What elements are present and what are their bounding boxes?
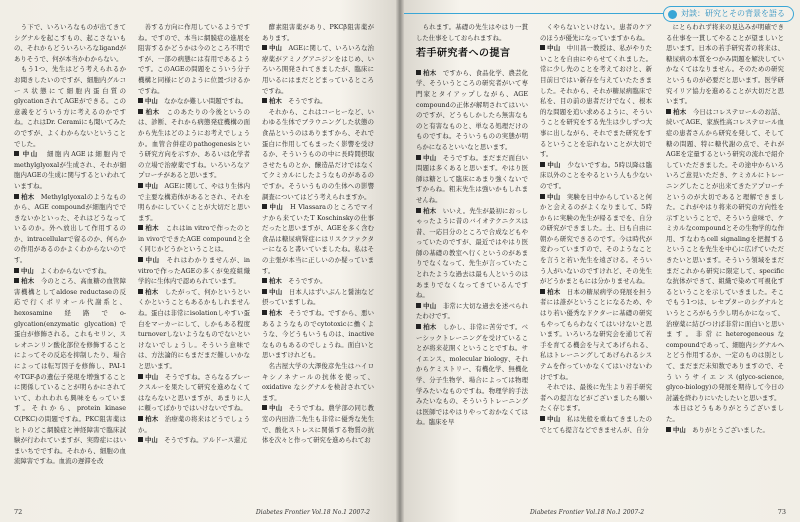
- speaker-square-icon: [262, 310, 267, 315]
- dialogue-text: なかなか難しい問題ですね。: [164, 97, 248, 106]
- speaker-square-icon: [138, 225, 143, 230]
- left-page-number: 72: [14, 508, 23, 516]
- dialogue-paragraph: [138, 414, 250, 435]
- speaker-name: 中山: [547, 160, 561, 169]
- dialogue-paragraph: [138, 22, 250, 96]
- right-page-column-2: [540, 22, 652, 492]
- speaker-square-icon: [416, 303, 421, 308]
- dialogue-text: 実験を日中からしていると何かと会えるのがよくなりまして、5時からに実験の先生が帰るまでを、自分の研究ができました。土、日も自由に朝から研究できるのです。今は時代が変わっていますので、そのようなことを言うと若い先生を遠ざける。そういう人がいないのですけれど、その先生がどうかまともには分かりませんね。: [540, 192, 652, 286]
- dialogue-paragraph: [138, 96, 250, 107]
- dialogue-text: それから、これはコーヒーなど、いわゆる生体でブラウニングした状態の食品というのはありますから、それで蛋白に作用してもまったく影響を受けるか、そういうものの中に長時間摂取させたものとか、醸造品だけではなくてクミカルにしたようなものがあるのですか。そういうものの生体への影響調査についてはどう考えられますか。: [262, 107, 374, 201]
- right-page-column-1: [416, 22, 528, 492]
- dialogue-paragraph: [262, 276, 374, 287]
- speaker-square-icon: [262, 278, 267, 283]
- speaker-square-icon: [262, 289, 267, 294]
- dialogue-paragraph: [14, 64, 126, 149]
- speaker-square-icon: [262, 98, 267, 103]
- dialogue-paragraph: [262, 43, 374, 96]
- speaker-name: 中山: [547, 44, 561, 53]
- speaker-name: 柏木: [269, 97, 282, 106]
- header-rule: [404, 13, 690, 14]
- dialogue-paragraph: [540, 43, 652, 160]
- dialogue-paragraph: [666, 107, 784, 404]
- speaker-name: 中山: [547, 192, 561, 201]
- speaker-square-icon: [14, 194, 19, 199]
- speaker-name: 中山: [21, 266, 34, 275]
- dialogue-text: そうですね。アルドース還元: [164, 436, 247, 445]
- right-page-footer: Diabetes Frontier Vol.18 No.1 2007-2: [530, 509, 645, 516]
- book-gutter: [396, 0, 404, 522]
- dialogue-paragraph: [138, 223, 250, 255]
- speaker-square-icon: [416, 208, 421, 213]
- speaker-square-icon: [138, 416, 143, 421]
- dialogue-text: このあたりの今後というのは、診断、それから病態発症機構の面から先生はどのようにお考えでしょうか。血管合併症のpathogenesisという研究方向を示すか、あるいは化学者の立場で治療薬ですね。いろいろなアプローチがあると思います。: [138, 107, 250, 180]
- speaker-name: 柏木: [269, 309, 283, 318]
- dialogue-text: H Vlassaraのところでマイナから来ていたT Koschinskyの仕事だったと思いますが、AGEを多く含む食品は糖尿病腎症にはリスクファクターになると書いていましたね。私はその主張が本当に正しいのか疑っています。: [262, 203, 374, 275]
- dialogue-text: したがって、何かというといくかということもあるかもしれませんね。蛋白は非常にisolationしやすい蛋白をマーカーにして、しかもある程度turnoverしないようなものでないといけないでしょうし。そういう意味では、方法論的にもまだまだ難しいかなと思います。: [138, 287, 250, 370]
- dialogue-paragraph: [14, 149, 126, 191]
- speaker-name: 中山: [673, 425, 686, 434]
- speaker-name: 柏木: [423, 323, 437, 332]
- dialogue-paragraph: [416, 22, 528, 43]
- speaker-square-icon: [540, 45, 545, 50]
- dialogue-text: 治療薬の将来はどうでしょうか。: [138, 414, 250, 434]
- dialogue-text: そうですね。さらなるブレークスルーを果たして研究を進めなくてはならないと思いますが、あまりに人に頼ってばかりではいけないですね。: [138, 372, 250, 413]
- dialogue-text: それはわかりませんが、in vitroで作ったAGEの多くが免疫組織学的に生体内で認められています。: [138, 256, 250, 286]
- dialogue-text: Methylglyoxalのようなものから、AGE compoundが細胞内でできないかといった、それはどうなっているのか。外へ放出して作用するのか、intracellularで留るのか、何らかの作用があるのかよくわからないのです。: [14, 192, 126, 265]
- speaker-square-icon: [138, 257, 143, 262]
- dialogue-paragraph: [540, 414, 652, 435]
- speaker-name: 柏木: [547, 287, 561, 296]
- dialogue-text: にとらわれず将来の見込みが明確できる仕事を一貫してやることが望ましいと思います。日本の若手研究者の将来は、糖尿病の本質をつかみ問題を解決していかなくてはなりません。そのための研究というものが必要だと思います。医学研究イリア協力を進めることが大切だと思います。: [666, 23, 784, 106]
- dialogue-paragraph: [262, 308, 374, 361]
- dialogue-text: これはin vitroで作ったのとin vivoでできたAGE compoundと全く同じかどうかということは。: [138, 224, 250, 254]
- left-page-column-2: [138, 22, 250, 492]
- speaker-name: 柏木: [21, 192, 35, 201]
- dialogue-text: そうですね。ですから、悪いあるようなものでcytotoxicに働くような、今どうもいうものは、inactiveなものもあるのでしょうね。面白いと思いますけれども。: [262, 309, 374, 360]
- speaker-square-icon: [262, 405, 267, 410]
- dialogue-text: ありがとうございました。: [692, 425, 769, 434]
- speaker-square-icon: [416, 324, 421, 329]
- left-page-column-3: [262, 22, 374, 492]
- speaker-square-icon: [540, 194, 545, 199]
- dialogue-text: 今のところ、高血糖の血管障害機構としてaldose reductaseの反応で行くポリオール代謝系と、hexosamine経路でo-glycation(enzymatic glycation)で蛋白が修飾される。これもセリン、スレオニンリン酸化部位を修飾することによってその反応を抑制したり、場合によっては転写因子を修飾し、PAI-1やTGF-βの遺伝子発現を増強することに関係していることが明らかにされていて、われわれも興味をもっています。それから、protein kinase C(PKC)の問題ですね。PKC阻害薬はヒトのどこ網膜症と神経障害で臨床試験が行われていますが、実際症にはいまいちでですね。それから、細胞の血流障害ですね。血流の遅滞を改: [14, 277, 126, 466]
- dialogue-text: う下で、いろいろなものが出てきてシグナルを起こすもの、起こさないもの、それからどういろいろなligandがありそうで、何が本当かわからない。: [14, 23, 126, 63]
- speaker-square-icon: [416, 155, 421, 160]
- left-page-footer: Diabetes Frontier Vol.18 No.1 2007-2: [255, 509, 370, 516]
- header-bar: [400, 4, 800, 22]
- dialogue-text: AGEに関して、やはり生体内で主要な構造体があるとされ、それを明らかにしていくことが大切だと思います。: [138, 181, 250, 222]
- dialogue-text: 日本人はずいぶんと醤油など摂っていますしね。: [262, 287, 374, 307]
- dialogue-paragraph: [262, 22, 374, 43]
- dialogue-paragraph: [262, 107, 374, 202]
- dialogue-paragraph: [14, 192, 126, 266]
- dialogue-paragraph: [262, 361, 374, 403]
- speaker-square-icon: [666, 427, 671, 432]
- dialogue-text: 本日はどうもありがとうございました。: [666, 404, 784, 423]
- right-page-column-3: [666, 22, 784, 492]
- speaker-name: 柏木: [423, 206, 437, 215]
- speaker-name: 中山: [145, 256, 160, 265]
- speaker-square-icon: [416, 70, 421, 75]
- dialogue-text: 日本の糖尿病学の発展を担う者には誰がということになるため、やはり若い優秀なドクターに基礎の研究もやってもらわなくてはいけないと思います。いろいろな研究会を通じて若手を育てる機会を与えてあげられる、私はトレーニングしてあげられるシステムを作っていかなくてはいけないわけですね。: [540, 287, 652, 381]
- dialogue-text: よくわからないですね。: [40, 266, 111, 275]
- dialogue-text: 私は先般を重ねてきましたのでとても提言などできませんが、自分: [540, 414, 652, 434]
- dialogue-paragraph: [14, 276, 126, 467]
- dialogue-paragraph: [540, 22, 652, 43]
- speaker-name: 中山: [269, 404, 283, 413]
- dialogue-paragraph: [666, 403, 784, 424]
- speaker-square-icon: [138, 374, 143, 379]
- speaker-square-icon: [14, 151, 19, 156]
- speaker-square-icon: [262, 45, 267, 50]
- dialogue-paragraph: [540, 287, 652, 382]
- dialogue-paragraph: [540, 160, 652, 192]
- speaker-name: 中山: [21, 150, 39, 159]
- dialogue-text: 今日はコレステロールのお話、続いてAGE、家族性高コレステロール血症の患者さんから研究を発して、そして糖の問題、特に糖代謝の点で、それがAGEを定量するという研究の流れで紹介していただきました。その途中からいろいろご意見いただき、ケミカルにトレーニングしたことが出来てきたアプローチというのが大切であると理解できました。これがやはり将来の研究の方向性を示すということで、そういう意味で、ケミカルなcompoundとその生物学的な作用、すなわちcell signalingを把握するということを先生を中心に広げていただきたいと思います。そういう領域をまだまだこれから研究に限定して、specific な抗体ができて、組織で染めて可視化するということを示していきました。そこでもう1つは、レセプターのシグナルというところがもう少し明らかになって、治療薬に結びつけば非常に面白いと思います。非常にheterogeneousなcompoundであって、細胞内シグナルへとどう作用するか、一定のものは別として、まだまだ未知数でありますので、そういうサイエンス(glyco-science, glyco-biology)の発展を期待して今日の討議を終わりにいたしたいと思います。: [666, 107, 784, 402]
- dialogue-paragraph: [138, 181, 250, 223]
- dialogue-text: そうですね。まだまだ面白い問題は多くあると思います。やはり医師は糖として臨床にあまり強くないですからね。粗末先生は強いかもしれませんね。: [416, 153, 528, 204]
- dialogue-text: 名古屋大学の大澤俊彦先生はハイロキシノネナールの抗体を使って、oxidative なシグナルを検討されています。: [262, 362, 374, 402]
- speaker-square-icon: [138, 437, 143, 442]
- dialogue-text: そうですね。農学部の同じ教室の内田浩二先生も非常に優秀な先生で、酸化ストレスに関係する物質の抗体を次々と作って研究を進められてお: [262, 404, 374, 445]
- speaker-name: 中山: [269, 44, 283, 53]
- speaker-square-icon: [138, 289, 143, 294]
- dialogue-paragraph: [262, 287, 374, 308]
- speaker-square-icon: [138, 98, 143, 103]
- dialogue-paragraph: [416, 301, 528, 322]
- speaker-name: 中山: [423, 153, 437, 162]
- dialogue-paragraph: [262, 96, 374, 107]
- speaker-square-icon: [540, 162, 545, 167]
- dialogue-paragraph: [416, 153, 528, 206]
- speaker-name: 中山: [269, 287, 283, 296]
- speaker-name: 柏木: [145, 287, 159, 296]
- dialogue-text: そうですか。: [288, 277, 327, 286]
- section-heading: 若手研究者への提言: [416, 48, 511, 60]
- speaker-name: 中山: [145, 372, 159, 381]
- speaker-square-icon: [138, 109, 143, 114]
- speaker-name: 柏木: [423, 68, 437, 77]
- dialogue-text: 非常に大切な過去を述べられたわけです。: [416, 301, 528, 321]
- dialogue-paragraph: [138, 372, 250, 414]
- header-title: 対談：研究とその背景を語る: [681, 9, 785, 18]
- speaker-square-icon: [14, 278, 19, 283]
- dialogue-text: られます。基礎の先生はやはり一貫した仕事をしておられますね。: [416, 23, 528, 42]
- dialogue-text: もう1つ、先生はどう考えられるかお聞きしたいのですが、細胞内グルコース状態にて細胞内蛋白質のglycationされてAGEができる。この意義をどういう方に考えるのかですね。これはDr. Ceramiにも聞いてみたのですが、よくわからないということでした。: [14, 65, 126, 148]
- speaker-square-icon: [262, 204, 267, 209]
- dialogue-paragraph: [138, 435, 250, 446]
- speaker-name: 中山: [423, 301, 437, 310]
- speaker-name: 中山: [269, 203, 284, 212]
- dialogue-text: 中川昌一教授は、私がやりたいことを自由にやらせてくれました。常に少し先のことを考えておけと、新目前日ではい新存を与えていたたきました。それから、それが糖尿病臨床で私を、目の前の患者だけでなく、根本的な問題を追い求めるように、そういうことを研究をする先生は少しずつ大事に出しながら、それでまた研究をするということを忘れないことが大切です。: [540, 44, 652, 159]
- dialogue-text: くやらないといけない。患者のケアのほうが優先になっていますからね。: [540, 23, 652, 42]
- speaker-name: 柏木: [145, 107, 160, 116]
- left-page-column-1: [14, 22, 126, 492]
- speaker-name: 中山: [145, 436, 158, 445]
- header-dot-icon: [668, 10, 677, 19]
- dialogue-paragraph: [416, 322, 528, 428]
- dialogue-paragraph: [14, 22, 126, 64]
- speaker-name: 柏木: [673, 107, 687, 116]
- dialogue-text: しかし、非常に苦労です。ベーシックトレーニングを受けていることが将来花開くということですね。サイエンス、molecular biology、それからケミストリー、有機化学、無機化学、分子生物学、場合によっては物理学みたいなものですね。物理学的手法みたいなもの、そういうトレーニングは医師ではやはりやっておかなくてはね。臨床を早: [416, 323, 528, 427]
- dialogue-paragraph: [540, 382, 652, 414]
- dialogue-text: AGEに関して、いろいろな治療薬がアミノグアニジンをはじめ、いろいろ開発されてきましたが、臨床に用いるにはまだとどまっているところですね。: [262, 44, 374, 95]
- dialogue-paragraph: [540, 192, 652, 287]
- header-title-badge: [663, 6, 794, 22]
- speaker-square-icon: [138, 183, 143, 188]
- dialogue-paragraph: [262, 202, 374, 276]
- speaker-name: 中山: [145, 181, 159, 190]
- speaker-name: 中山: [547, 414, 561, 423]
- speaker-name: 柏木: [269, 277, 282, 286]
- dialogue-paragraph: [416, 68, 528, 153]
- dialogue-paragraph: [138, 255, 250, 287]
- dialogue-paragraph: [666, 425, 784, 436]
- dialogue-paragraph: [666, 22, 784, 107]
- dialogue-text: ですから、食品化学、農芸化学、そういうところの研究者がいて専門家とタイアップしながら、AGE compoundの正体が解明されてはいいのですが、どうもしかしたら無害なものと有害なものと、単なる処理だけのものですね。そういうものの実態が明らかになるといいなと思います。: [416, 68, 528, 151]
- speaker-name: 柏木: [21, 277, 35, 286]
- dialogue-text: 少ないですね。5時以降は臨床以外のことをやるという人も少ないのです。: [540, 160, 652, 190]
- dialogue-paragraph: [262, 403, 374, 445]
- speaker-square-icon: [540, 416, 545, 421]
- dialogue-text: いいえ。先生が最初におっしゃったように昔のバイオテクニクスは昔、一応目分のところで合成などもやっていたのですが、最近ではやはり医師の基礎の教室へ行くというのがあまりでなくなって、先生が言っていたことれたような過去は最も人というのはあまりでなくなってきているんですね。: [416, 206, 528, 300]
- dialogue-text: それでは、最後に先生より若手研究者への提言などがございましたら願いたく存じます。: [540, 383, 652, 413]
- speaker-square-icon: [540, 289, 545, 294]
- speaker-name: 柏木: [145, 414, 159, 423]
- dialogue-paragraph: [138, 287, 250, 372]
- speaker-name: 柏木: [145, 224, 159, 233]
- right-page: [400, 0, 800, 522]
- speaker-name: 中山: [145, 97, 158, 106]
- dialogue-text: そうですね。: [288, 97, 327, 106]
- dialogue-text: 細胞内AGEは細胞内でmethylglyoxalが生成され、それが細胞内AGEの生成に関与するといわれていますね。: [14, 150, 126, 190]
- right-page-number: 73: [777, 508, 786, 516]
- dialogue-paragraph: [138, 107, 250, 181]
- speaker-square-icon: [666, 109, 671, 114]
- dialogue-text: 善する方向に作用しているようですね。ですので、本当に網膜症の進展を阻害するかどうかは今のところ不明ですが、一部の病態には有用であるようです。このAGEの問題をこういう分子機構と同様にどのように位置づけるかですね。: [138, 23, 250, 95]
- speaker-square-icon: [14, 268, 19, 273]
- dialogue-text: 酵素阻害薬があり、PKCβ阻害薬があります。: [262, 23, 374, 42]
- dialogue-paragraph: [14, 266, 126, 277]
- dialogue-paragraph: [416, 206, 528, 301]
